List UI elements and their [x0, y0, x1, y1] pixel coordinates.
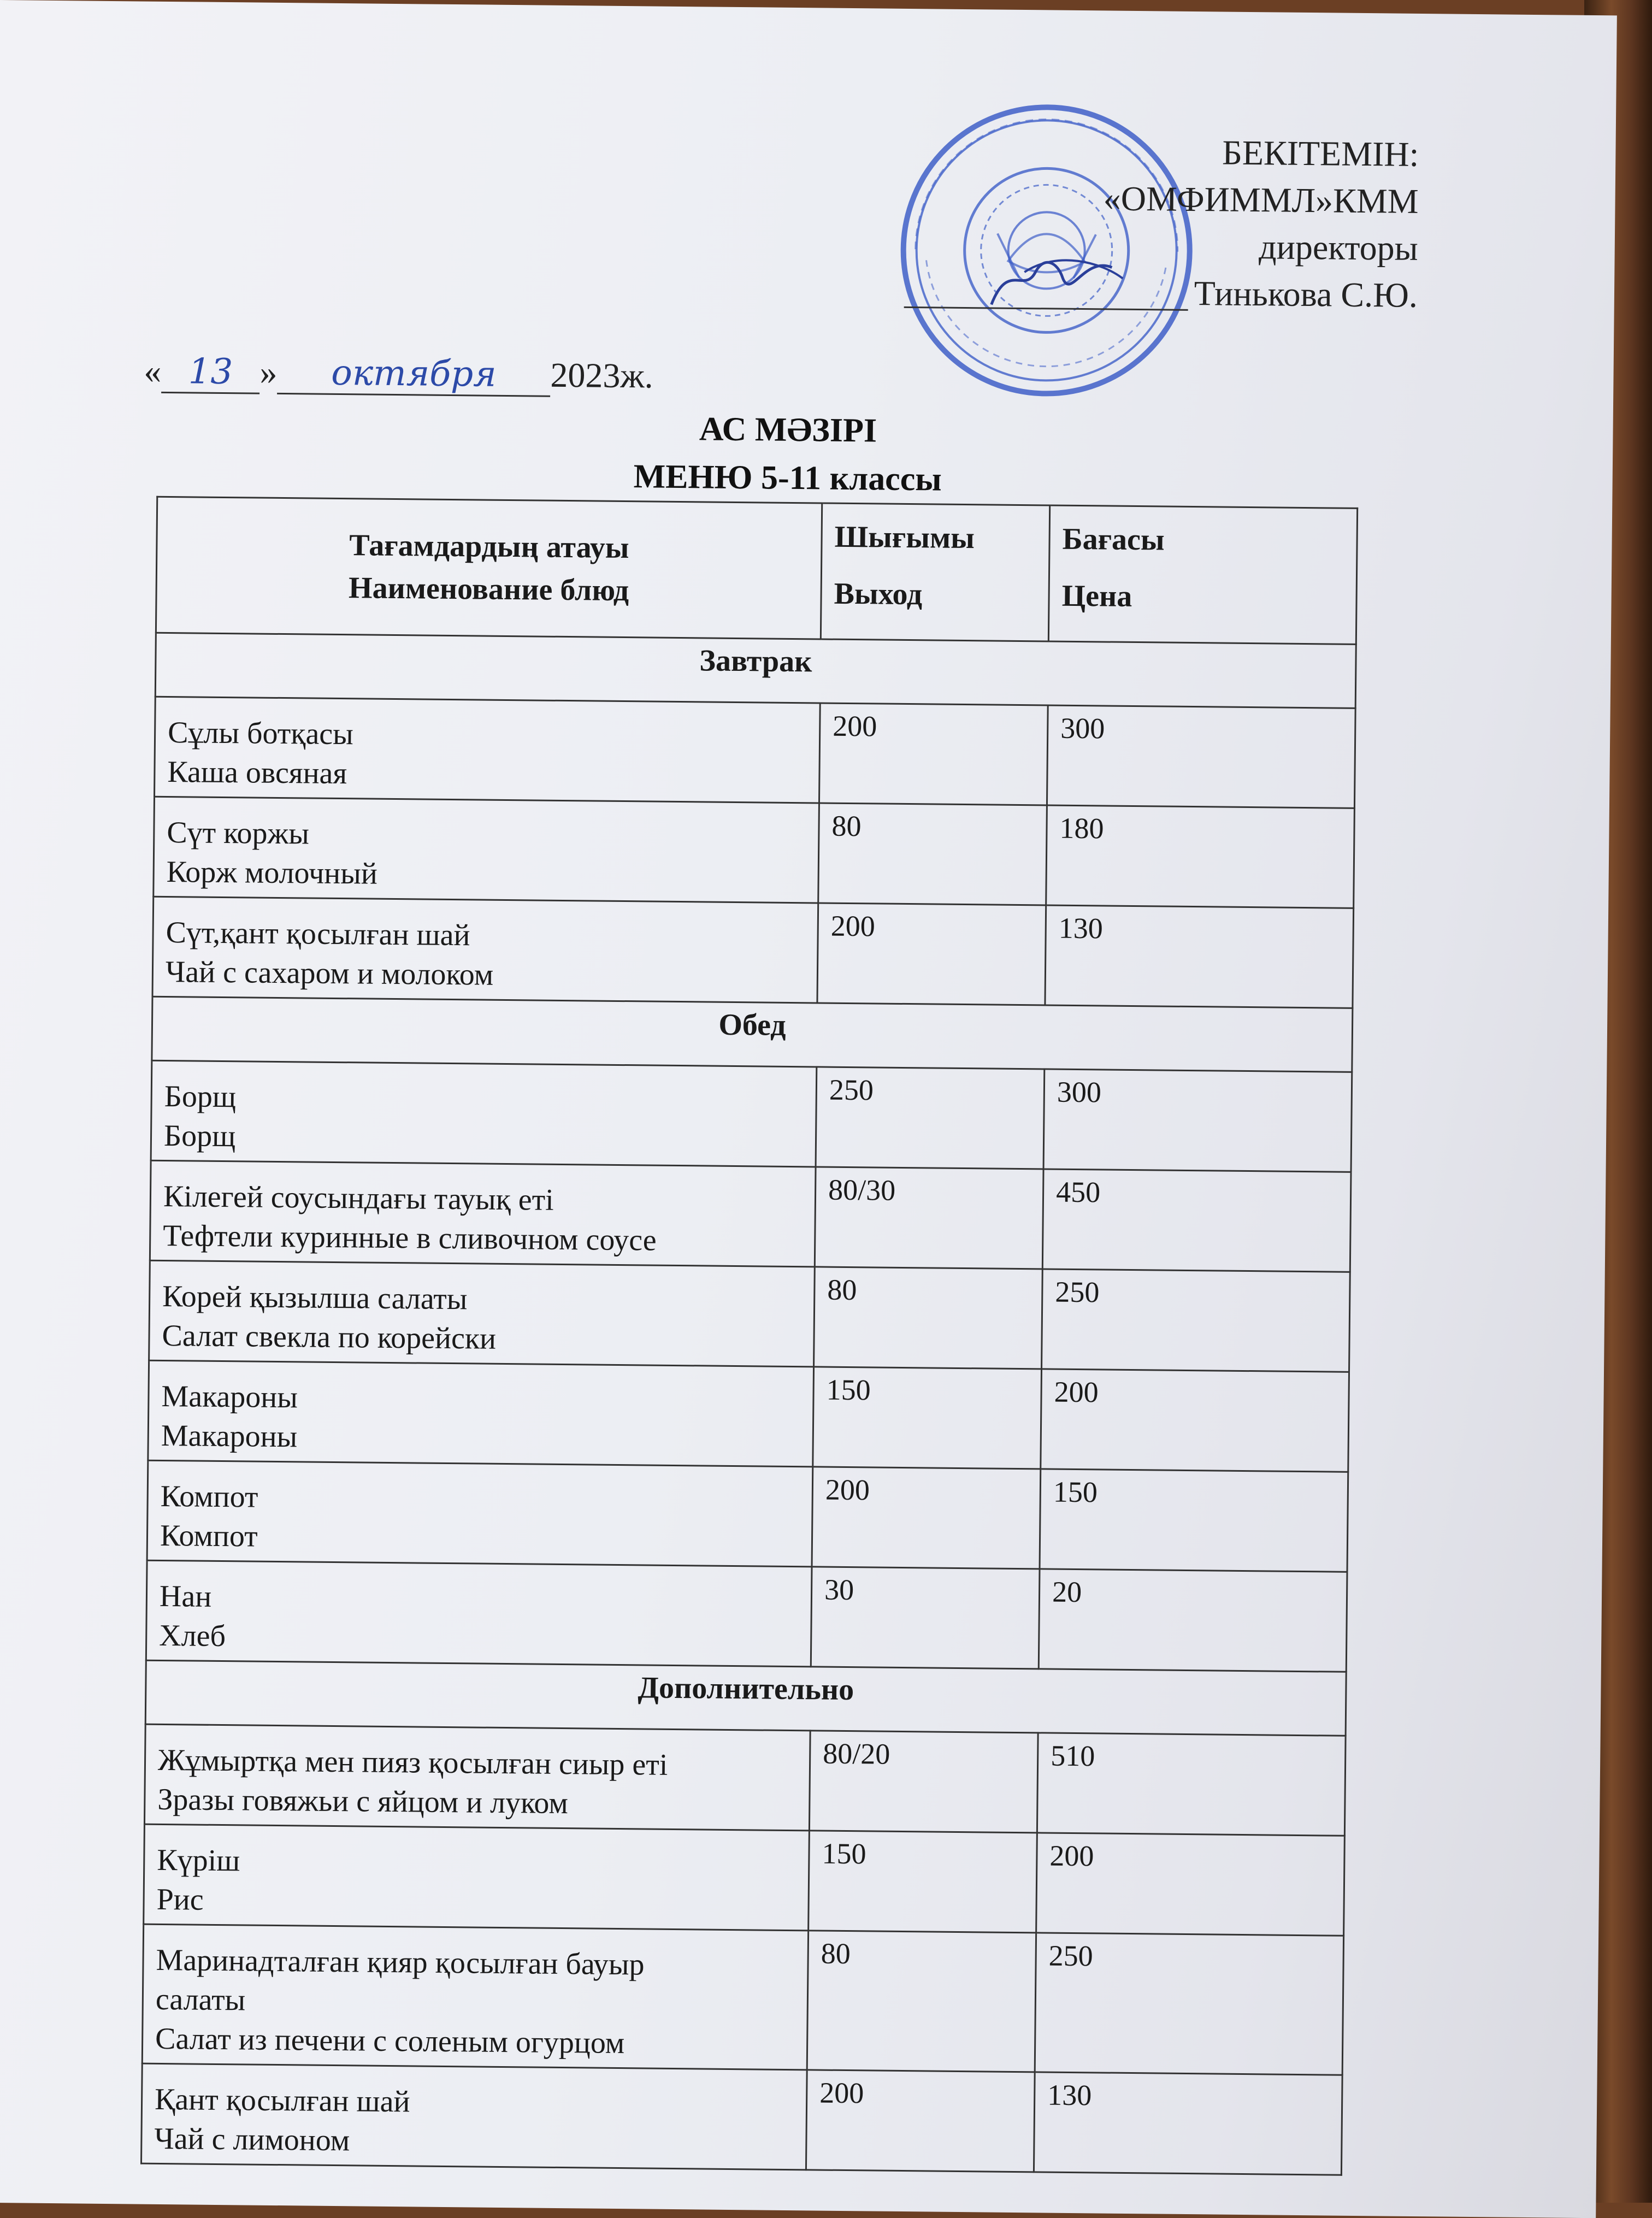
- dish-name-kz: Сүт коржы: [167, 816, 310, 851]
- dish-name-kz: Компот: [160, 1479, 258, 1514]
- table-row: [142, 1924, 1343, 2075]
- dish-name-ru: Хлеб: [158, 1618, 226, 1654]
- section-title: Обед: [152, 996, 1353, 1072]
- dish-name-cell: [149, 1260, 815, 1367]
- dish-price: 510: [1037, 1733, 1346, 1836]
- dish-name-ru: Чай с сахаром и молоком: [165, 954, 494, 992]
- table-row: [144, 1724, 1346, 1836]
- dish-name-ru: Каша овсяная: [167, 755, 347, 791]
- dish-name-ru: Компот: [160, 1518, 258, 1554]
- table-row: [155, 697, 1356, 808]
- dish-price: 130: [1045, 905, 1354, 1008]
- dish-name-ru: Чай с лимоном: [154, 2121, 350, 2158]
- dish-name-kz: Макароны: [161, 1379, 298, 1415]
- dish-qty: 200: [812, 1467, 1041, 1569]
- dish-name-cell: [148, 1360, 814, 1467]
- table-row: [154, 797, 1355, 908]
- dish-price: 20: [1039, 1569, 1347, 1672]
- dish-qty: 80/20: [809, 1731, 1038, 1833]
- table-row: [144, 1824, 1345, 1936]
- header-price: [1048, 505, 1357, 644]
- dish-price: 250: [1035, 1933, 1343, 2075]
- table-row: [150, 1160, 1351, 1272]
- dish-qty: 80: [814, 1267, 1043, 1369]
- dish-price: 180: [1046, 805, 1355, 908]
- dish-name-cell: [141, 2063, 807, 2170]
- dish-qty: 150: [809, 1831, 1037, 1933]
- dish-qty: 80: [807, 1931, 1036, 2072]
- section-title: Завтрак: [155, 633, 1356, 708]
- dish-name-kz: Жұмыртқа мен пияз қосылған сиыр еті: [157, 1743, 668, 1782]
- dish-name-cell: [151, 1060, 817, 1167]
- dish-name-kz: Борщ: [164, 1079, 237, 1114]
- dish-qty: 80: [818, 803, 1047, 905]
- dish-qty: 200: [806, 2070, 1035, 2172]
- dish-price: 130: [1034, 2072, 1342, 2175]
- dish-name-cell: [142, 1924, 808, 2070]
- table-row: [148, 1360, 1349, 1472]
- dish-name-cell: [154, 797, 819, 903]
- date-day: 13: [161, 351, 260, 394]
- title-ru: МЕНЮ 5-11 классы: [633, 458, 942, 498]
- dish-name-cell: [144, 1824, 810, 1931]
- dish-qty: 150: [813, 1367, 1042, 1469]
- dish-name-ru: Рис: [156, 1882, 204, 1917]
- dish-name-cell: [155, 697, 821, 803]
- dish-name-kz: Күріш: [157, 1843, 240, 1878]
- dish-name-cell: [150, 1160, 816, 1267]
- table-row: [147, 1460, 1348, 1572]
- approval-line: БЕКІТЕМІН:: [1222, 133, 1419, 174]
- header-qty: [821, 503, 1049, 641]
- dish-name-kz: Маринадталған қияр қосылған бауыр салаты: [155, 1943, 645, 2018]
- date-month: октября: [277, 352, 551, 397]
- dish-price: 300: [1043, 1069, 1352, 1172]
- header-name-ru: Наименование блюд: [348, 571, 629, 608]
- header-qty-kz: Шығымы: [834, 520, 975, 556]
- table-row: [152, 896, 1354, 1008]
- table-header-row: [156, 497, 1357, 644]
- dish-qty: 80/30: [815, 1167, 1043, 1269]
- dish-name-kz: Кілегей соусындағы тауық еті: [163, 1179, 554, 1217]
- dish-name-cell: [147, 1460, 813, 1567]
- section-title: Дополнительно: [145, 1660, 1346, 1736]
- dish-name-cell: [146, 1560, 812, 1667]
- dish-qty: 200: [817, 903, 1046, 1005]
- dish-name-cell: [152, 896, 818, 1003]
- section-row-breakfast: [155, 633, 1356, 708]
- header-qty-ru: Выход: [834, 576, 923, 612]
- approval-block: [1035, 127, 1419, 319]
- dish-price: 300: [1047, 705, 1355, 808]
- dish-name-kz: Қант қосылған шай: [154, 2082, 410, 2119]
- section-row-extra: [145, 1660, 1346, 1736]
- date-year: 2023ж.: [550, 355, 654, 396]
- dish-name-ru: Салат свекла по корейски: [162, 1318, 497, 1356]
- dish-name-kz: Корей қызылша салаты: [162, 1279, 468, 1317]
- dish-price: 200: [1036, 1833, 1345, 1936]
- dish-name-ru: Тефтели куринные в сливочном соусе: [163, 1218, 657, 1258]
- dish-name-ru: Зразы говяжьи с яйцом и луком: [157, 1782, 569, 1821]
- approval-line: «ОМФИММЛ»КММ: [1103, 179, 1419, 221]
- approval-line: Тинькова С.Ю.: [1194, 274, 1418, 315]
- dish-qty: 200: [819, 703, 1048, 805]
- section-row-lunch: [152, 996, 1353, 1072]
- dish-qty: 30: [811, 1567, 1040, 1669]
- title-kz: АС МӘЗІРІ: [699, 410, 877, 450]
- dish-name-kz: Сүт,қант қосылған шай: [166, 915, 470, 953]
- table-row: [141, 2063, 1342, 2175]
- menu-table: [140, 496, 1358, 2176]
- table-row: [151, 1060, 1352, 1172]
- dish-name-cell: [144, 1724, 810, 1831]
- dish-name-ru: Корж молочный: [166, 854, 378, 891]
- date-mid-quote: »: [259, 352, 278, 392]
- dish-name-ru: Макароны: [161, 1418, 298, 1454]
- header-price-kz: Бағасы: [1062, 522, 1165, 557]
- date-open-quote: «: [144, 351, 162, 391]
- dish-name-ru: Борщ: [163, 1118, 236, 1154]
- dish-price: 200: [1041, 1369, 1349, 1472]
- dish-name-ru: Салат из печени с соленым огурцом: [155, 2021, 625, 2061]
- header-price-ru: Цена: [1061, 579, 1132, 614]
- approval-line: директоры: [1258, 227, 1419, 268]
- dish-name-kz: Нан: [159, 1579, 212, 1614]
- dish-name-kz: Сұлы ботқасы: [167, 716, 354, 752]
- table-row: [149, 1260, 1350, 1372]
- header-name: [156, 497, 822, 639]
- dish-qty: 250: [816, 1067, 1045, 1169]
- dish-price: 450: [1042, 1169, 1351, 1272]
- dish-price: 250: [1042, 1269, 1350, 1372]
- table-row: [146, 1560, 1347, 1672]
- header-name-kz: Тағамдардың атауы: [349, 528, 629, 565]
- dish-price: 150: [1040, 1469, 1348, 1572]
- date-line: [144, 351, 653, 398]
